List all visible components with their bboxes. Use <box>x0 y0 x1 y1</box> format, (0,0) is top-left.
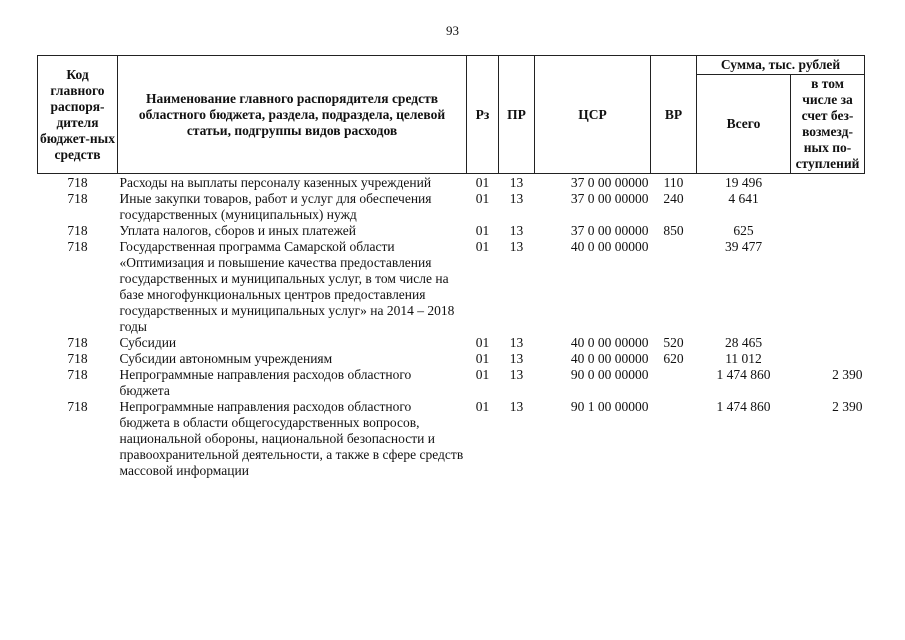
cell-vr: 240 <box>663 191 684 206</box>
cell-pr: 13 <box>509 191 524 206</box>
cell-name: Государственная программа Самарской области «Оптимизация и повышение качества предоставления государственных и муниципальных услуг, в том числе на базе многофункциональных центров предоставления государственных и муниципальных услуг» на 2014 – 2018 годы <box>119 239 455 334</box>
cell-csr: 90 0 00 00000 <box>570 367 649 382</box>
cell-total: 11 012 <box>725 351 762 366</box>
cell-code: 718 <box>67 351 88 366</box>
cell-vr <box>651 367 697 399</box>
cell-rz: 01 <box>475 175 490 190</box>
cell-pr: 13 <box>509 367 524 382</box>
cell-total: 28 465 <box>724 335 763 350</box>
cell-pr: 13 <box>509 239 524 254</box>
cell-total: 4 641 <box>728 191 759 206</box>
cell-csr: 37 0 00 00000 <box>570 223 649 238</box>
cell-vr: 620 <box>663 351 684 366</box>
table-row <box>38 191 865 223</box>
cell-rz: 01 <box>475 335 490 350</box>
cell-rz: 01 <box>475 351 490 366</box>
cell-csr: 37 0 00 00000 <box>570 191 649 206</box>
cell-rz: 01 <box>475 367 490 382</box>
table-row <box>38 239 865 335</box>
cell-vr: 850 <box>663 223 684 238</box>
table-row <box>38 351 865 367</box>
cell-csr: 40 0 00 00000 <box>570 335 649 350</box>
header-csr: ЦСР <box>535 56 651 174</box>
cell-csr: 37 0 00 00000 <box>570 175 649 190</box>
cell-pr: 13 <box>509 351 524 366</box>
table-row <box>38 367 865 399</box>
cell-free <box>791 223 865 239</box>
page-number: 93 <box>446 23 459 38</box>
header-pr: ПР <box>499 56 535 174</box>
cell-code: 718 <box>67 335 88 350</box>
cell-rz: 01 <box>475 191 490 206</box>
cell-pr: 13 <box>509 175 524 190</box>
cell-code: 718 <box>67 399 88 414</box>
header-total: Всего <box>697 75 791 174</box>
cell-code: 718 <box>67 239 88 254</box>
cell-vr: 520 <box>663 335 684 350</box>
cell-pr: 13 <box>509 335 524 350</box>
cell-pr: 13 <box>509 223 524 238</box>
cell-free <box>791 191 865 223</box>
cell-total: 19 496 <box>724 175 763 190</box>
table-row <box>38 174 865 192</box>
cell-name: Расходы на выплаты персоналу казенных учреждений <box>119 175 432 190</box>
cell-free: 2 390 <box>832 399 863 414</box>
table-row <box>38 399 865 479</box>
header-vr: ВР <box>651 56 697 174</box>
cell-name: Уплата налогов, сборов и иных платежей <box>119 223 356 238</box>
cell-name: Непрограммные направления расходов областного бюджета в области общегосударственных вопросов, национальной обороны, национальной безопасности и правоохранительной деятельности, а также в сфере средств массовой информации <box>119 399 464 478</box>
cell-vr <box>651 399 697 479</box>
cell-csr: 90 1 00 00000 <box>570 399 649 414</box>
header-free: в том числе за счет без-возмезд-ных по-ступлений <box>791 75 865 174</box>
cell-vr <box>651 239 697 335</box>
header-code: Код главного распоря-дителя бюджет-ных средств <box>38 56 118 174</box>
table-header <box>38 56 865 174</box>
header-sum: Сумма, тыс. рублей <box>697 56 865 75</box>
cell-code: 718 <box>67 175 88 190</box>
cell-rz: 01 <box>475 399 490 414</box>
cell-free <box>791 351 865 367</box>
cell-csr: 40 0 00 00000 <box>570 239 649 254</box>
cell-name: Субсидии <box>119 335 177 350</box>
cell-code: 718 <box>67 223 88 238</box>
cell-total: 625 <box>733 223 754 238</box>
cell-pr: 13 <box>509 399 524 414</box>
cell-code: 718 <box>67 191 88 206</box>
cell-free <box>791 174 865 192</box>
cell-total: 1 474 860 <box>716 399 771 414</box>
cell-free <box>791 335 865 351</box>
cell-vr: 110 <box>663 175 684 190</box>
cell-name: Субсидии автономным учреждениям <box>119 351 333 366</box>
table-row <box>38 335 865 351</box>
cell-free <box>791 239 865 335</box>
cell-csr: 40 0 00 00000 <box>570 351 649 366</box>
cell-free: 2 390 <box>832 367 863 382</box>
header-name: Наименование главного распорядителя средств областного бюджета, раздела, подраздела, целевой статьи, подгруппы видов расходов <box>118 56 467 174</box>
header-rz: Рз <box>467 56 499 174</box>
table-body <box>38 174 865 480</box>
cell-rz: 01 <box>475 223 490 238</box>
cell-total: 1 474 860 <box>716 367 771 382</box>
cell-rz: 01 <box>475 239 490 254</box>
cell-name: Иные закупки товаров, работ и услуг для обеспечения государственных (муниципальных) нужд <box>119 191 432 222</box>
cell-total: 39 477 <box>724 239 763 254</box>
cell-name: Непрограммные направления расходов областного бюджета <box>119 367 412 398</box>
cell-code: 718 <box>67 367 88 382</box>
budget-table <box>37 55 865 479</box>
table-row <box>38 223 865 239</box>
